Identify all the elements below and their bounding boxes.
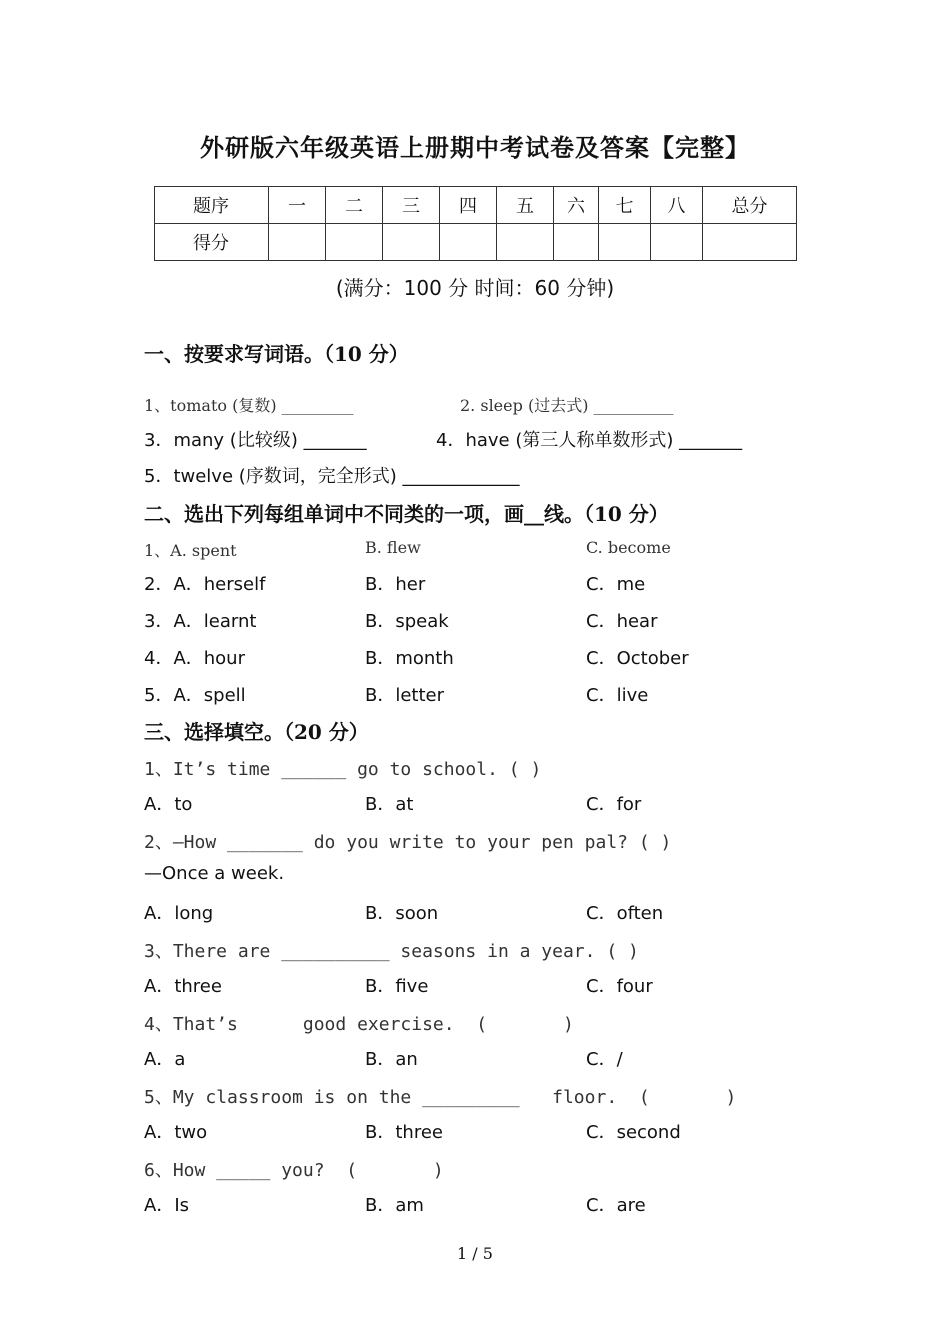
section2-option: B．letter: [365, 685, 445, 706]
section1-question: 5．twelve (序数词，完全形式) _____________: [144, 466, 520, 487]
section3-answer-line: —Once a week.: [144, 863, 285, 884]
score-cell: [651, 224, 703, 261]
section3-option: C．four: [586, 976, 653, 997]
section2-option: 3．A．learnt: [144, 611, 257, 632]
score-header-cell: 总分: [703, 187, 797, 224]
score-header-cell: 八: [651, 187, 703, 224]
section1-title: 一、按要求写词语。（10 分）: [144, 342, 409, 366]
section3-option: A．three: [144, 976, 222, 997]
section2-option: 1、A. spent: [144, 541, 237, 560]
section3-option: A．Is: [144, 1195, 189, 1216]
score-cell: [497, 224, 554, 261]
section3-question: 2、—How _______ do you write to your pen pal? ( ): [144, 832, 672, 853]
section3-option: B．three: [365, 1122, 443, 1143]
section1-question: 2. sleep (过去式) __________: [460, 396, 674, 415]
section2-option: B．her: [365, 574, 426, 595]
section3-question: 4、That’s good exercise. ( ): [144, 1014, 574, 1035]
score-cell: [383, 224, 440, 261]
score-header-cell: 一: [269, 187, 326, 224]
section2-option: C．live: [586, 685, 649, 706]
score-cell: [703, 224, 797, 261]
section3-option: C．often: [586, 903, 664, 924]
score-cell: [440, 224, 497, 261]
score-table-score-row: [155, 224, 797, 261]
score-header-cell: 题序: [155, 187, 269, 224]
section1-question: 3．many (比较级) _______: [144, 430, 367, 451]
section3-option: B．at: [365, 794, 414, 815]
section2-title: 二、选出下列每组单词中不同类的一项，画__线。（10 分）: [144, 502, 669, 526]
section3-option: A．two: [144, 1122, 208, 1143]
section3-option: B．soon: [365, 903, 439, 924]
full-score-time: (满分：100 分 时间：60 分钟): [335, 276, 615, 300]
score-cell: [269, 224, 326, 261]
section1-question: 4．have (第三人称单数形式) _______: [436, 430, 743, 451]
score-cell: [554, 224, 599, 261]
section3-option: C．for: [586, 794, 642, 815]
score-table-header-row: [155, 187, 797, 224]
section3-option: C．second: [586, 1122, 681, 1143]
score-cell: [599, 224, 651, 261]
section2-option: C．me: [586, 574, 646, 595]
section3-option: C．/: [586, 1049, 623, 1070]
score-header-cell: 六: [554, 187, 599, 224]
section3-option: A．a: [144, 1049, 186, 1070]
section3-question: 5、My classroom is on the _________ floor. ( ): [144, 1087, 737, 1108]
section3-option: C．are: [586, 1195, 646, 1216]
score-header-cell: 七: [599, 187, 651, 224]
section3-question: 6、How _____ you? ( ): [144, 1160, 444, 1181]
section3-option: A．to: [144, 794, 193, 815]
section3-question: 3、There are __________ seasons in a year. ( ): [144, 941, 639, 962]
section2-option: B. flew: [365, 538, 421, 557]
score-header-cell: 三: [383, 187, 440, 224]
section3-question: 1、It’s time ______ go to school. ( ): [144, 759, 542, 780]
section2-option: C．hear: [586, 611, 658, 632]
section3-option: B．an: [365, 1049, 418, 1070]
score-row-label: 得分: [155, 224, 269, 261]
section1-question: 1、tomato (复数) _________: [144, 396, 354, 415]
score-header-cell: 二: [326, 187, 383, 224]
section2-option: C．October: [586, 648, 689, 669]
section3-option: B．am: [365, 1195, 424, 1216]
section2-option: 5．A．spell: [144, 685, 246, 706]
section2-option: 4．A．hour: [144, 648, 245, 669]
section3-title: 三、选择填空。（20 分）: [144, 720, 369, 744]
score-header-cell: 五: [497, 187, 554, 224]
section2-option: B．speak: [365, 611, 449, 632]
section2-option: 2．A．herself: [144, 574, 266, 595]
score-table: [154, 186, 797, 261]
page-number: 1 / 5: [457, 1244, 493, 1263]
section2-option: B．month: [365, 648, 454, 669]
section2-option: C. become: [586, 538, 671, 557]
section3-option: B．five: [365, 976, 429, 997]
score-header-cell: 四: [440, 187, 497, 224]
score-cell: [326, 224, 383, 261]
page-title: 外研版六年级英语上册期中考试卷及答案【完整】: [200, 133, 750, 162]
section3-option: A．long: [144, 903, 214, 924]
